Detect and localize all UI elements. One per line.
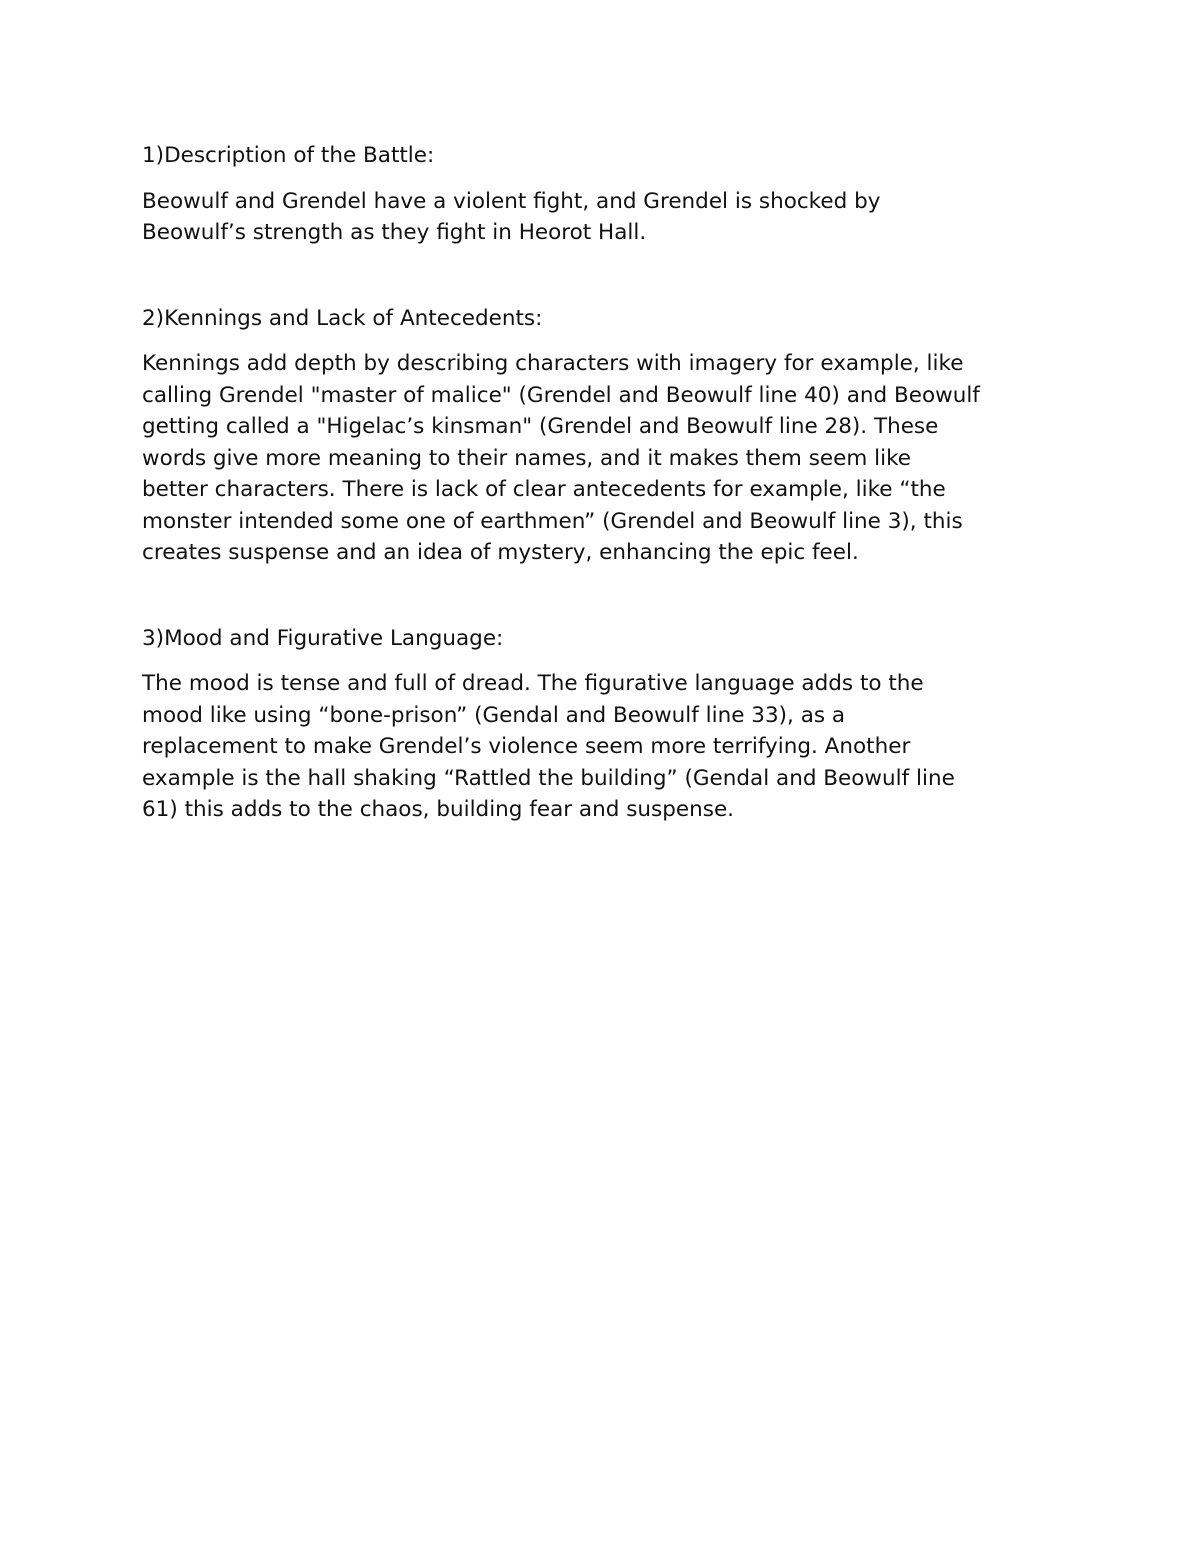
- section-battle-description: [142, 140, 1072, 249]
- section-paragraph: Beowulf and Grendel have a violent fight, and Grendel is shocked by Beowulf’s strength as they fight in Heorot Hall.: [142, 188, 881, 245]
- section-kennings: [142, 303, 1072, 569]
- section-heading: 2)Kennings and Lack of Antecedents:: [142, 305, 543, 331]
- section-paragraph: The mood is tense and full of dread. The figurative language adds to the mood like using “bone-prison” (Gendal and Beowulf line 33), as a replacement to make Grendel’s violence seem more terrifying. Another example is the hall shaking “Rattled the building” (Gendal and Beowulf line 61) this adds to the chaos, building fear and suspense.: [142, 671, 955, 822]
- section-paragraph: Kennings add depth by describing characters with imagery for example, like calling Grendel "master of malice" (Grendel and Beowulf line 40) and Beowulf getting called a "Higelac’s kinsman" (Grendel and Beowulf line 28). These words give more meaning to their names, and it makes them seem like better characters. There is lack of clear antecedents for example, like “the monster intended some one of earthmen” (Grendel and Beowulf line 3), this creates suspense and an idea of mystery, enhancing the epic feel.: [142, 351, 980, 565]
- document-body: [142, 140, 1072, 880]
- section-heading: 1)Description of the Battle:: [142, 143, 435, 168]
- section-mood: [142, 623, 1072, 826]
- section-heading: 3)Mood and Figurative Language:: [142, 625, 504, 651]
